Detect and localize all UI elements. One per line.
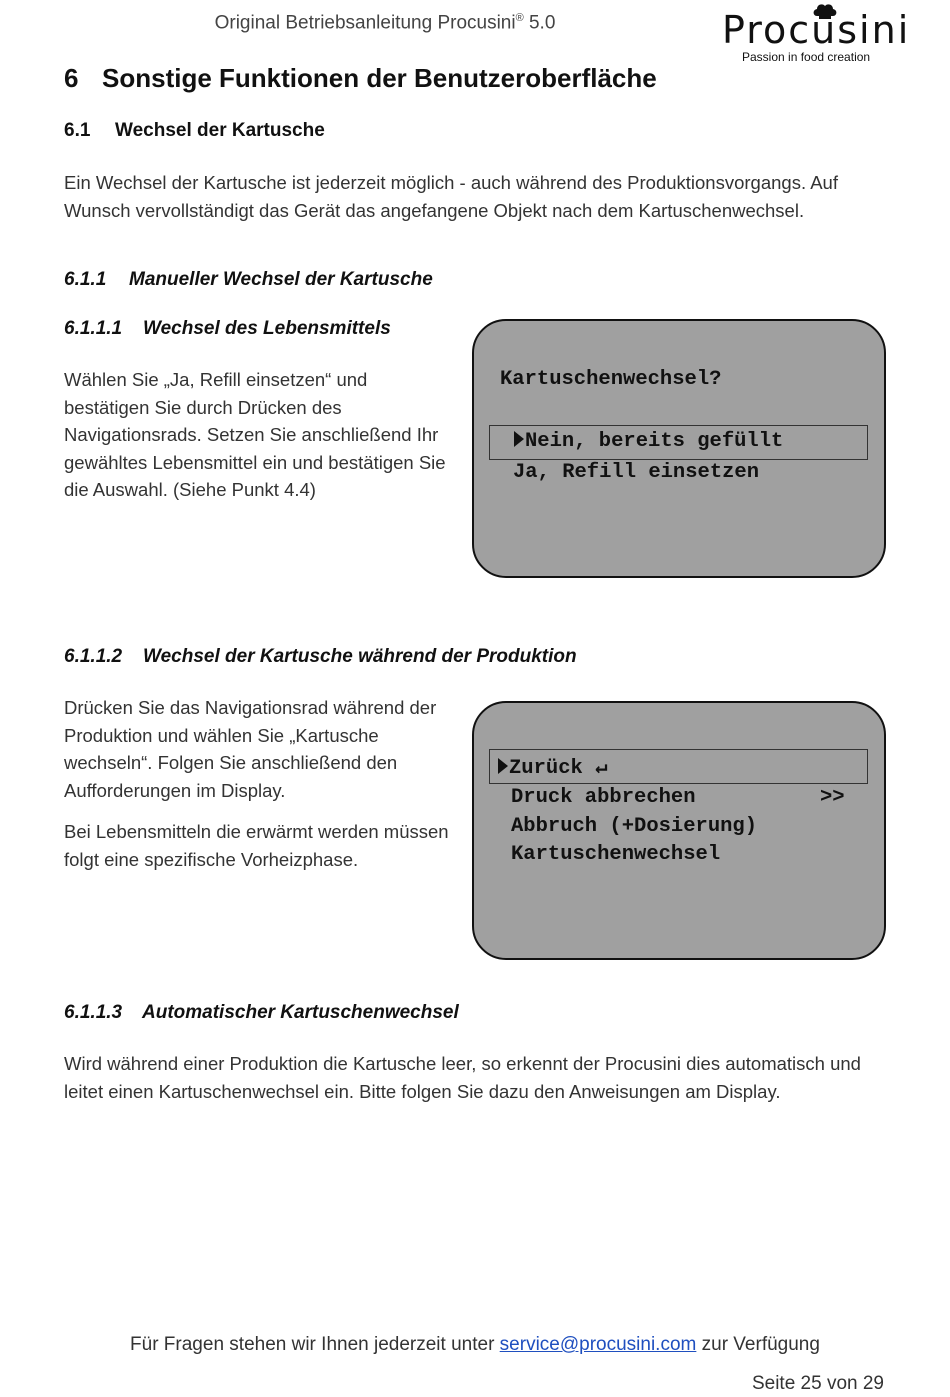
- lcd-display: [472, 701, 886, 960]
- menu-option[interactable]: Druck abbrechen: [511, 786, 696, 809]
- paragraph: Ein Wechsel der Kartusche ist jederzeit möglich - auch während des Produktionsvorgangs. Auf Wunsch vervollständigt das Gerät das angefangene Objekt nach dem Kartuschenwechsel.: [64, 172, 838, 221]
- menu-option[interactable]: Ja, Refill einsetzen: [513, 461, 760, 484]
- paragraph: Wählen Sie „Ja, Refill einsetzen“ und bestätigen Sie durch Drücken des Navigationsrads. Setzen Sie anschließend Ihr gewähltes Lebensmittel ein und bestätigen Sie die Auswahl. (Siehe Punkt 4.4): [64, 369, 446, 500]
- return-icon: ↵: [595, 757, 608, 780]
- heading-title: Wechsel des Lebensmittels: [143, 318, 391, 339]
- procusini-logo: [722, 2, 911, 68]
- page-footer: [0, 1334, 950, 1356]
- footer-text: zur Verfügung: [696, 1334, 820, 1355]
- subsection-number: 6.1: [64, 120, 91, 141]
- menu-option-selected[interactable]: [514, 430, 783, 453]
- logo-tagline: Passion in food creation: [742, 50, 871, 64]
- menu-option[interactable]: Abbruch (+Dosierung): [511, 815, 758, 838]
- support-email-link[interactable]: service@procusini.com: [499, 1334, 697, 1355]
- heading-number: 6.1.1.1: [64, 318, 123, 339]
- subsubsection-heading: [64, 1002, 459, 1024]
- cursor-arrow-icon: [498, 758, 508, 774]
- menu-option-selected[interactable]: [498, 754, 607, 780]
- logo-wordmark: Procusini: [722, 8, 911, 52]
- header-title: Original Betriebsanleitung Procusini: [214, 12, 516, 34]
- registered-mark: ®: [515, 12, 524, 24]
- section-number: 6: [64, 63, 79, 93]
- display-title: Kartuschenwechsel?: [500, 368, 722, 391]
- footer-text: Für Fragen stehen wir Ihnen jederzeit unter: [130, 1334, 500, 1355]
- subsection-title: Wechsel der Kartusche: [115, 120, 325, 141]
- header-version: 5.0: [523, 12, 556, 34]
- cursor-arrow-icon: [514, 431, 524, 447]
- subsubsection-heading: [64, 269, 433, 291]
- heading-title: Wechsel der Kartusche während der Produktion: [143, 646, 577, 667]
- heading-number: 6.1.1.3: [64, 1002, 123, 1023]
- paragraph: Wird während einer Produktion die Kartusche leer, so erkennt der Procusini dies automatisch und leitet einen Kartuschenwechsel ein. Bitte folgen Sie dazu den Anweisungen am Display.: [64, 1053, 861, 1102]
- section-title: Sonstige Funktionen der Benutzeroberfläche: [102, 63, 657, 93]
- heading-number: 6.1.1.2: [64, 646, 123, 667]
- submenu-icon: >>: [820, 786, 845, 809]
- subsubsection-heading: [64, 646, 577, 668]
- subsubsection-heading: [64, 318, 391, 340]
- heading-number: 6.1.1: [64, 269, 107, 290]
- heading-title: Automatischer Kartuschenwechsel: [142, 1002, 459, 1023]
- menu-option-label: Nein, bereits gefüllt: [525, 430, 784, 453]
- document-header: [0, 12, 770, 34]
- lcd-display: [472, 319, 886, 578]
- paragraph: Drücken Sie das Navigationsrad während der Produktion und wählen Sie „Kartusche wechseln“. Folgen Sie anschließend den Aufforderungen im Display.: [64, 697, 437, 801]
- paragraph: Bei Lebensmitteln die erwärmt werden müssen folgt eine spezifische Vorheizphase.: [64, 821, 449, 870]
- subsection-heading: [64, 120, 325, 142]
- heading-title: Manueller Wechsel der Kartusche: [129, 269, 433, 290]
- section-heading: [64, 63, 657, 94]
- menu-option-label: Zurück: [509, 757, 583, 780]
- menu-option[interactable]: Kartuschenwechsel: [511, 843, 721, 866]
- page-number: Seite 25 von 29: [751, 1373, 884, 1394]
